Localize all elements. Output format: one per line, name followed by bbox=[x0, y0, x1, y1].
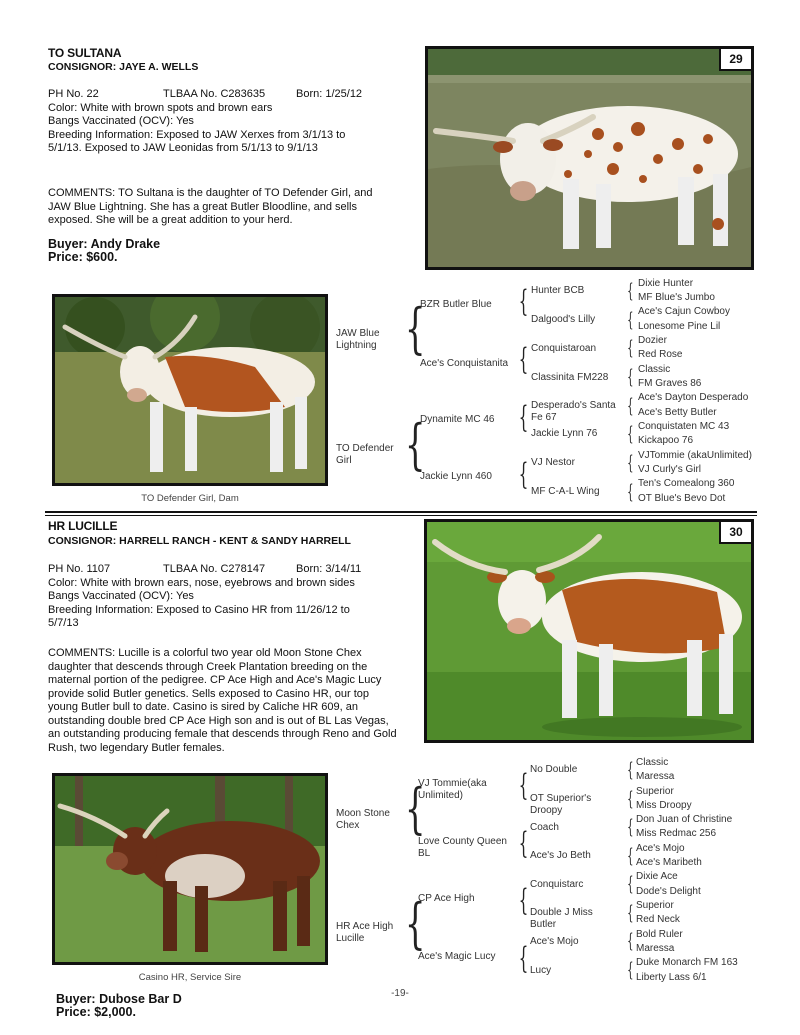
lot2-ped-g4: Dixie Ace bbox=[636, 871, 678, 882]
lot2-ped-g4: Don Juan of Christine bbox=[636, 814, 733, 825]
lot2-ped-g4: Ace's Mojo bbox=[636, 843, 685, 854]
lot1-ped-g4: Ace's Betty Butler bbox=[638, 407, 717, 418]
lot2-sire-caption: Casino HR, Service Sire bbox=[138, 972, 242, 983]
lot2-ped-g4: Miss Redmac 256 bbox=[636, 828, 717, 839]
lot2-sire-photo bbox=[52, 773, 328, 965]
lot1-title: TO SULTANA bbox=[48, 46, 122, 60]
lot1-brace-dam: { bbox=[404, 413, 426, 476]
lot2-brace-g3: { bbox=[627, 814, 634, 838]
lot2-ph: PH No. 1107 bbox=[48, 563, 111, 575]
lot1-ped-g4: Conquistaten MC 43 bbox=[638, 421, 730, 432]
lot2-brace-g3: { bbox=[627, 786, 634, 810]
lot1-ped-g2: Ace's Conquistanita bbox=[420, 358, 509, 369]
lot1-brace-g2: { bbox=[518, 457, 529, 492]
page-number: -19- bbox=[391, 988, 409, 999]
lot2-tlbaa: TLBAA No. C278147 bbox=[163, 563, 266, 575]
lot1-ped-g2: BZR Butler Blue bbox=[420, 299, 492, 310]
lot2-cow-image bbox=[427, 522, 751, 740]
lot1-ped-g4: OT Blue's Bevo Dot bbox=[638, 493, 726, 504]
lot1-comments: COMMENTS: TO Sultana is the daughter of TO Defender Girl, and JAW Blue Lightning. She has a great Butler Bloodline, and sells exposed. She will be a great addition to your herd. bbox=[48, 187, 373, 226]
lot2-brace-g2: { bbox=[518, 883, 529, 918]
lot1-buyer: Buyer: Andy Drake bbox=[48, 237, 161, 251]
lot2-brace-g2: { bbox=[518, 826, 529, 861]
lot1-ped-g2: Jackie Lynn 460 bbox=[420, 471, 492, 482]
lot2-cow-photo bbox=[424, 519, 754, 743]
lot1-consignor: CONSIGNOR: JAYE A. WELLS bbox=[48, 61, 199, 73]
lot1-brace-g3: { bbox=[627, 307, 634, 331]
lot1-ped-g4: VJTommie (akaUnlimited) bbox=[638, 450, 752, 461]
lot1-tlbaa: TLBAA No. C283635 bbox=[163, 88, 266, 100]
lot1-ped-g2: Dynamite MC 46 bbox=[420, 414, 495, 425]
lot1-ped-g4: Ace's Dayton Desperado bbox=[638, 392, 749, 403]
lot2-ped-g3: Lucy bbox=[530, 965, 552, 976]
lot2-number-badge: 30 bbox=[719, 522, 751, 544]
lot1-ped-g3: Desperado's Santa Fe 67 bbox=[531, 400, 616, 423]
lot1-ped-g4: Classic bbox=[638, 364, 671, 375]
lot2-ped-g4: Maressa bbox=[636, 943, 675, 954]
lot1-ped-g4: MF Blue's Jumbo bbox=[638, 292, 715, 303]
lot2-ped-g2: CP Ace High bbox=[418, 893, 475, 904]
lot2-ped-g4: Superior bbox=[636, 900, 674, 911]
lot2-brace-g3: { bbox=[627, 928, 634, 952]
lot1-ped-g3: Classinita FM228 bbox=[531, 372, 609, 383]
lot1-ped-g4: Ten's Comealong 360 bbox=[638, 478, 735, 489]
lot1-number-badge: 29 bbox=[719, 49, 751, 71]
lot1-ped-sire: JAW Blue Lightning bbox=[336, 328, 380, 351]
lot1-ped-g3: Hunter BCB bbox=[531, 285, 585, 296]
lot1-brace-g3: { bbox=[627, 393, 634, 417]
lot1-brace-g3: { bbox=[627, 421, 634, 445]
lot2-brace-dam: { bbox=[404, 892, 426, 955]
lot1-born: Born: 1/25/12 bbox=[296, 88, 363, 100]
lot2-title: HR LUCILLE bbox=[48, 519, 118, 533]
lot2-ped-g2: Love County Queen BL bbox=[418, 836, 507, 859]
lot2-brace-g3: { bbox=[627, 900, 634, 924]
lot2-ped-g3: Double J Miss Butler bbox=[530, 907, 593, 930]
lot2-bangs: Bangs Vaccinated (OCV): Yes bbox=[48, 590, 194, 602]
lot1-ped-g3: MF C-A-L Wing bbox=[531, 486, 600, 497]
section-divider-top bbox=[45, 511, 757, 513]
lot2-comments: COMMENTS: Lucille is a colorful two year old Moon Stone Chex daughter that descends through Creek Plantation breeding on the maternal portion of the pedigree. CP Ace High and Ace's Magic Lucy provide solid Butler genetics. Sells exposed to Casino HR, our top young Butler bull to date. Casino is sired by Caliche HR 609, an outstanding double bred CP Ace High son and is out of BL Las Vegas, an outstanding producing female that descends through Reno and Gold Rush, two legendary Butler females. bbox=[48, 647, 397, 754]
lot2-buyer: Buyer: Dubose Bar D bbox=[56, 992, 182, 1006]
lot1-color: Color: White with brown spots and brown ears bbox=[48, 101, 273, 114]
lot1-ph: PH No. 22 bbox=[48, 88, 99, 100]
lot1-ped-g4: Lonesome Pine Lil bbox=[638, 321, 721, 332]
lot1-brace-g3: { bbox=[627, 278, 634, 302]
lot2-color: Color: White with brown ears, nose, eyebrows and brown sides bbox=[48, 576, 355, 589]
lot2-ped-g4: Bold Ruler bbox=[636, 929, 683, 940]
lot2-ped-g4: Dode's Delight bbox=[636, 886, 701, 897]
lot2-ped-g3: Ace's Mojo bbox=[530, 936, 579, 947]
lot2-ped-g2: VJ Tommie(aka Unlimited) bbox=[418, 778, 487, 801]
lot2-ped-g3: OT Superior's Droopy bbox=[530, 793, 592, 816]
lot1-ped-g4: Dozier bbox=[638, 335, 667, 346]
lot2-details bbox=[48, 563, 398, 631]
lot1-ped-g4: Dixie Hunter bbox=[638, 278, 694, 289]
lot2-ped-g4: Maressa bbox=[636, 771, 675, 782]
lot2-ped-g4: Liberty Lass 6/1 bbox=[636, 972, 707, 983]
lot2-sire-image bbox=[55, 776, 325, 962]
lot2-ped-g4: Ace's Maribeth bbox=[636, 857, 702, 868]
lot2-id-row bbox=[48, 563, 398, 577]
lot2-ped-g4: Red Neck bbox=[636, 914, 680, 925]
lot2-brace-g3: { bbox=[627, 957, 634, 981]
lot2-brace-g2: { bbox=[518, 941, 529, 976]
lot2-ped-sire: Moon Stone Chex bbox=[336, 808, 390, 831]
lot2-ped-dam: HR Ace High Lucille bbox=[336, 921, 394, 944]
lot1-brace-g3: { bbox=[627, 364, 634, 388]
lot1-ped-g4: Red Rose bbox=[638, 349, 683, 360]
lot1-brace-g2: { bbox=[518, 284, 529, 319]
lot2-brace-sire: { bbox=[404, 777, 426, 840]
lot2-ped-g3: Conquistarc bbox=[530, 879, 584, 890]
lot1-brace-g3: { bbox=[627, 450, 634, 474]
lot1-brace-g3: { bbox=[627, 479, 634, 503]
lot1-brace-g2: { bbox=[518, 400, 529, 435]
lot1-dam-caption: TO Defender Girl, Dam bbox=[141, 493, 239, 504]
lot1-ped-g4: Kickapoo 76 bbox=[638, 435, 694, 446]
lot2-brace-g3: { bbox=[627, 871, 634, 895]
lot1-pedigree bbox=[0, 0, 800, 510]
lot1-ped-g3: Conquistaroan bbox=[531, 343, 597, 354]
lot1-bangs: Bangs Vaccinated (OCV): Yes bbox=[48, 115, 194, 127]
lot2-ped-g4: Duke Monarch FM 163 bbox=[636, 957, 738, 968]
lot1-price: Price: $600. bbox=[48, 250, 118, 264]
section-divider-bottom bbox=[45, 515, 757, 516]
lot2-brace-g3: { bbox=[627, 843, 634, 867]
lot2-brace-g3: { bbox=[627, 757, 634, 781]
lot1-breeding: Breeding Information: Exposed to JAW Xerxes from 3/1/13 to 5/1/13. Exposed to JAW Leonidas from 5/1/13 to 9/1/13 bbox=[48, 128, 346, 154]
lot1-ped-dam: TO Defender Girl bbox=[336, 443, 394, 466]
lot1-ped-g3: Dalgood's Lilly bbox=[531, 314, 596, 325]
lot1-ped-g3: Jackie Lynn 76 bbox=[531, 428, 598, 439]
lot1-ped-g3: VJ Nestor bbox=[531, 457, 575, 468]
lot2-ped-g3: Ace's Jo Beth bbox=[530, 850, 591, 861]
lot2-ped-g3: Coach bbox=[530, 822, 559, 833]
lot1-brace-g2: { bbox=[518, 342, 529, 377]
lot1-brace-g3: { bbox=[627, 335, 634, 359]
lot2-price: Price: $2,000. bbox=[56, 1005, 136, 1019]
lot2-consignor: CONSIGNOR: HARRELL RANCH - KENT & SANDY HARRELL bbox=[48, 535, 351, 547]
lot1-ped-g4: VJ Curly's Girl bbox=[638, 464, 702, 475]
lot1-brace-sire: { bbox=[404, 297, 426, 360]
lot1-ped-g4: FM Graves 86 bbox=[638, 378, 702, 389]
lot2-ped-g3: No Double bbox=[530, 764, 578, 775]
lot2-breeding: Breeding Information: Exposed to Casino HR from 11/26/12 to 5/7/13 bbox=[48, 603, 350, 629]
lot2-ped-g4: Miss Droopy bbox=[636, 800, 692, 811]
lot2-ped-g2: Ace's Magic Lucy bbox=[418, 951, 496, 962]
lot2-brace-g2: { bbox=[518, 768, 529, 803]
lot2-ped-g4: Superior bbox=[636, 786, 674, 797]
lot2-ped-g4: Classic bbox=[636, 757, 669, 768]
lot2-born: Born: 3/14/11 bbox=[296, 563, 362, 575]
lot1-ped-g4: Ace's Cajun Cowboy bbox=[638, 306, 730, 317]
